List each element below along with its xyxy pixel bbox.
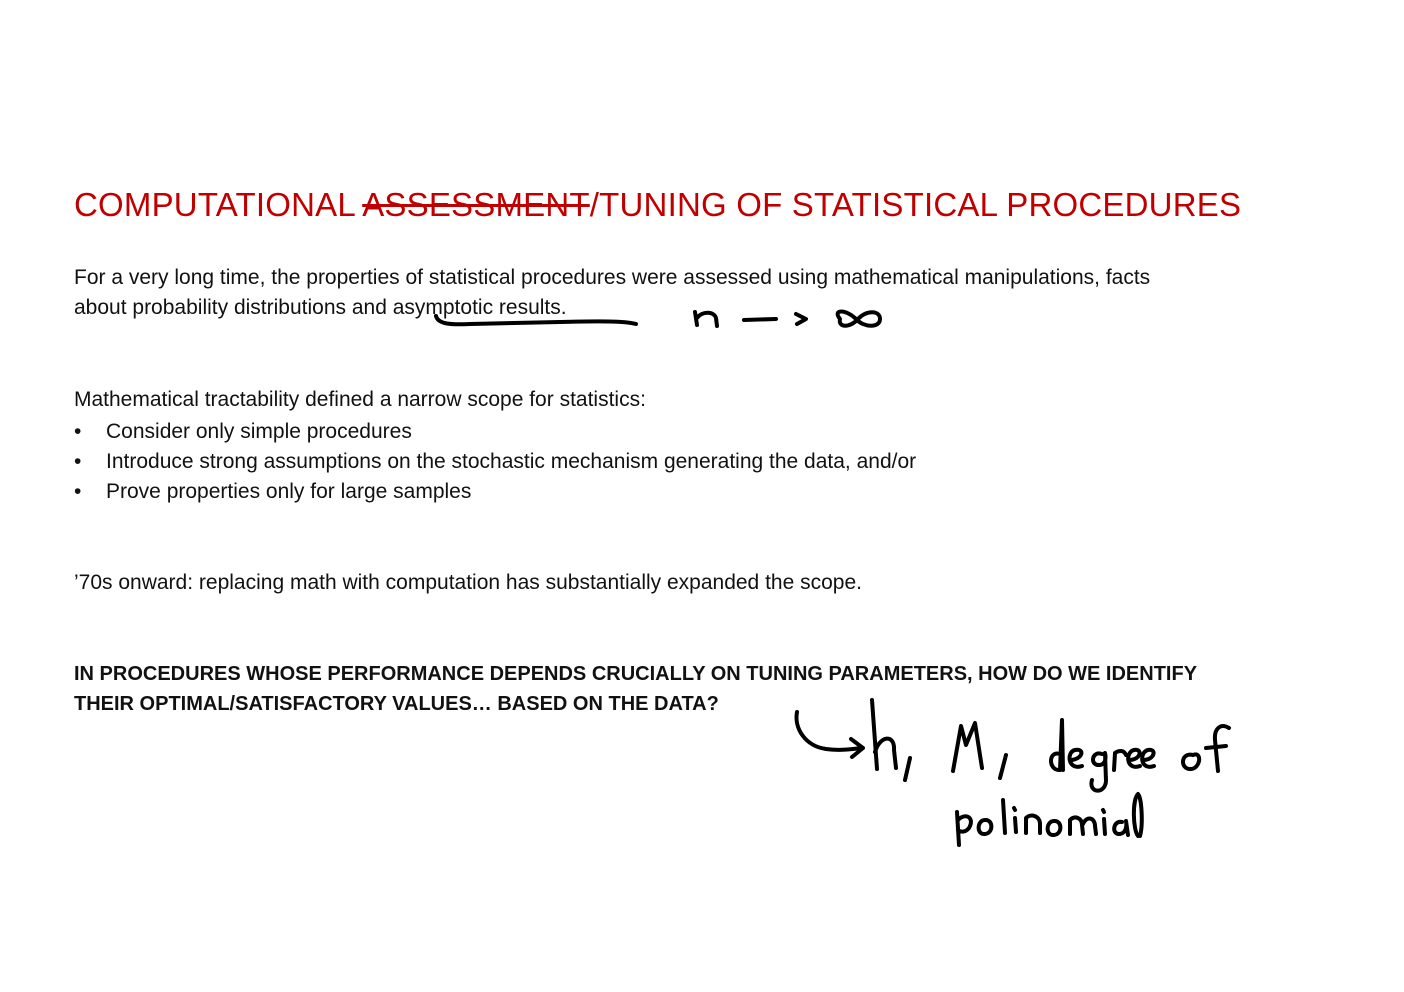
ink-n-to-infinity	[695, 312, 880, 327]
ink-M	[953, 723, 1006, 778]
ink-polinomial	[957, 794, 1142, 845]
ink-of	[1183, 726, 1229, 771]
bullet-text: Introduce strong assumptions on the stochastic mechanism generating the data, and/or	[106, 450, 917, 473]
question-line-1: IN PROCEDURES WHOSE PERFORMANCE DEPENDS CRUCIALLY ON TUNING PARAMETERS, HOW DO WE IDENTIFY	[74, 663, 1198, 685]
bullet-icon: •	[74, 450, 82, 473]
intro-line-1: For a very long time, the properties of statistical procedures were assessed using mathematical manipulations, facts	[74, 266, 1151, 289]
bullet-icon: •	[74, 420, 82, 443]
bullet-icon: •	[74, 480, 82, 503]
question-line-2: THEIR OPTIMAL/SATISFACTORY VALUES… BASED ON THE DATA?	[74, 693, 719, 715]
bullet-text: Consider only simple procedures	[106, 420, 412, 443]
seventies-paragraph: ’70s onward: replacing math with computation has substantially expanded the scope.	[74, 571, 862, 594]
ink-hook-arrow	[797, 712, 863, 757]
bullet-text: Prove properties only for large samples	[106, 480, 472, 503]
tractability-heading: Mathematical tractability defined a narrow scope for statistics:	[74, 388, 646, 411]
title-part-1: COMPUTATIONAL	[74, 186, 363, 223]
ink-degree	[1051, 720, 1154, 791]
title-struck-word: ASSESSMENT	[362, 186, 590, 223]
title-part-2: /TUNING OF STATISTICAL PROCEDURES	[589, 186, 1242, 223]
ink-underline	[436, 316, 636, 324]
ink-h	[872, 700, 910, 780]
intro-line-2: about probability distributions and asymptotic results.	[74, 296, 567, 319]
